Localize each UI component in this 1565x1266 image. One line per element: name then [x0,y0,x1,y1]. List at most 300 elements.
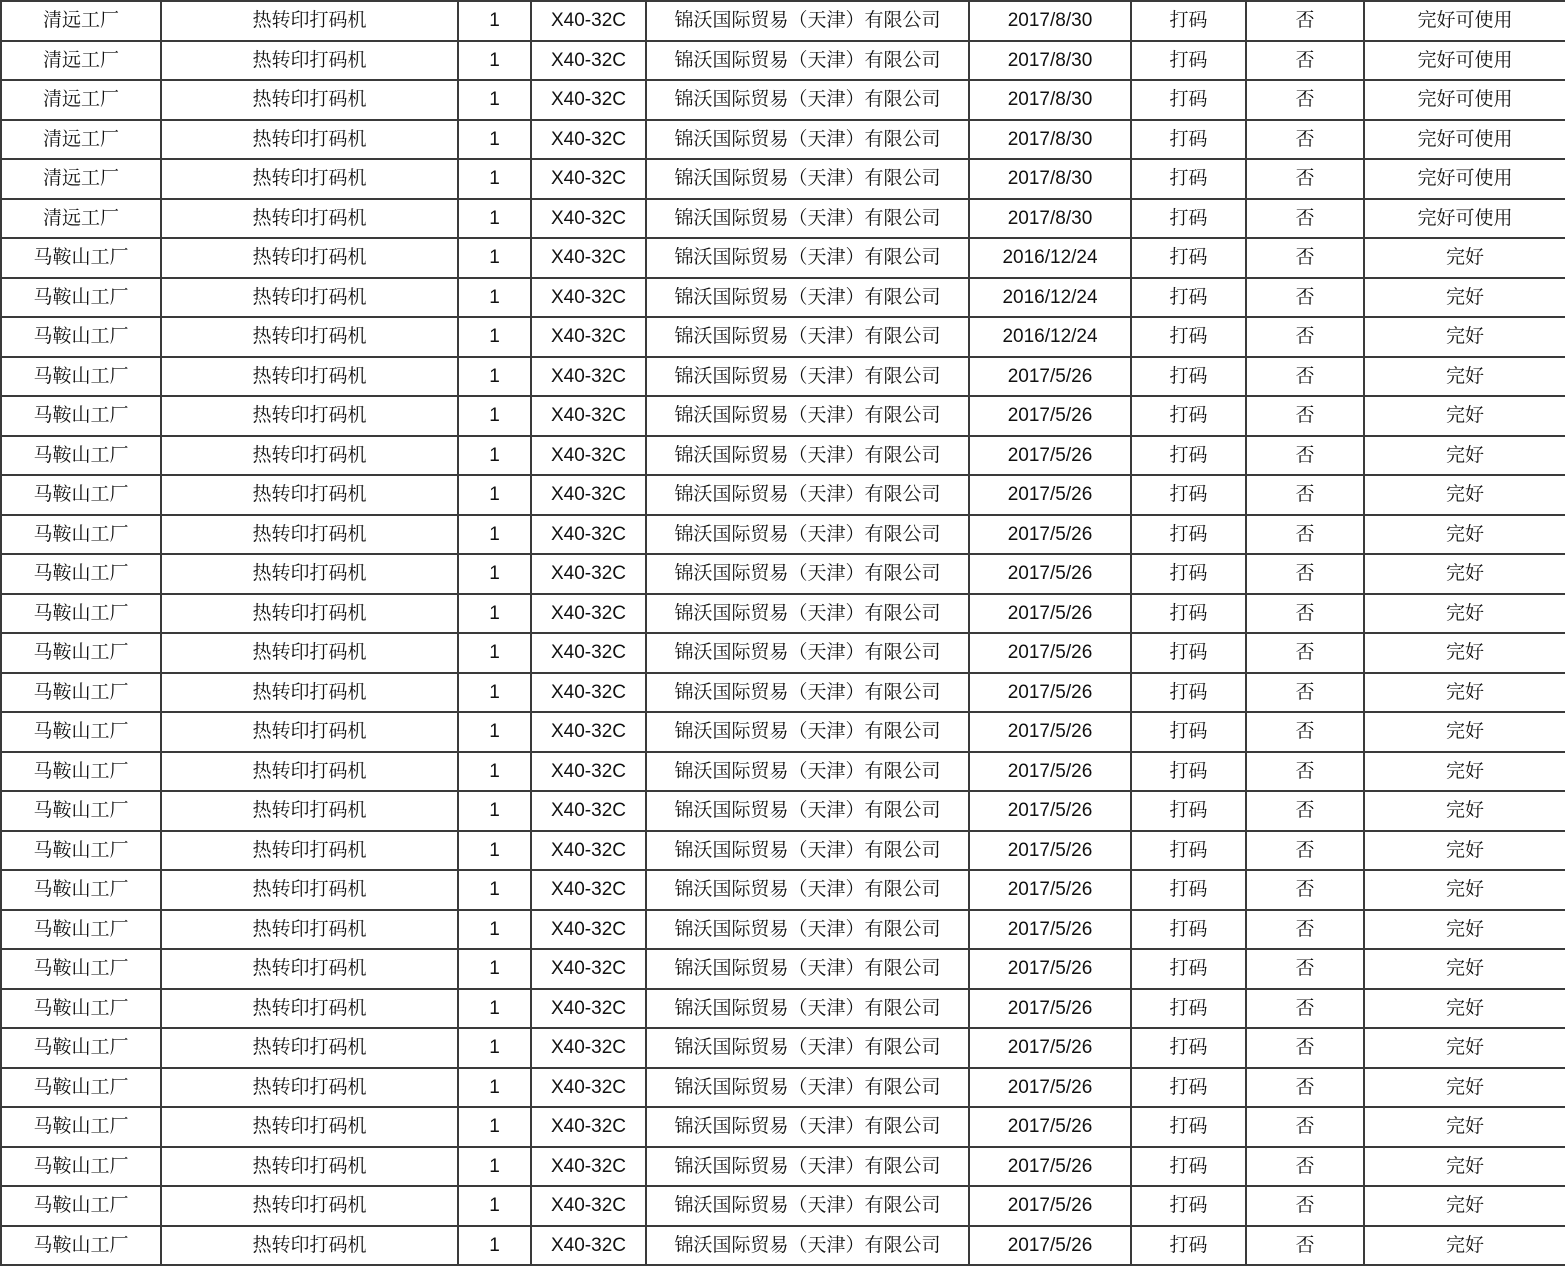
cell-model[interactable]: X40-32C [531,633,646,673]
cell-factory[interactable]: 马鞍山工厂 [1,594,161,634]
cell-supplier[interactable]: 锦沃国际贸易（天津）有限公司 [646,120,969,160]
cell-function[interactable]: 打码 [1131,515,1246,555]
cell-factory[interactable]: 清远工厂 [1,159,161,199]
cell-purchase-date[interactable]: 2017/8/30 [969,120,1131,160]
cell-quantity[interactable]: 1 [458,199,531,239]
cell-quantity[interactable]: 1 [458,554,531,594]
cell-function[interactable]: 打码 [1131,238,1246,278]
cell-equipment-name[interactable]: 热转印打码机 [161,396,458,436]
cell-model[interactable]: X40-32C [531,80,646,120]
cell-flag[interactable]: 否 [1246,436,1364,476]
cell-supplier[interactable]: 锦沃国际贸易（天津）有限公司 [646,396,969,436]
cell-model[interactable]: X40-32C [531,1147,646,1187]
cell-equipment-name[interactable]: 热转印打码机 [161,752,458,792]
cell-factory[interactable]: 马鞍山工厂 [1,712,161,752]
cell-quantity[interactable]: 1 [458,80,531,120]
cell-flag[interactable]: 否 [1246,791,1364,831]
cell-condition[interactable]: 完好 [1364,752,1565,792]
cell-factory[interactable]: 马鞍山工厂 [1,831,161,871]
cell-supplier[interactable]: 锦沃国际贸易（天津）有限公司 [646,791,969,831]
cell-flag[interactable]: 否 [1246,41,1364,81]
cell-supplier[interactable]: 锦沃国际贸易（天津）有限公司 [646,199,969,239]
cell-function[interactable]: 打码 [1131,673,1246,713]
cell-purchase-date[interactable]: 2017/5/26 [969,594,1131,634]
cell-purchase-date[interactable]: 2017/5/26 [969,515,1131,555]
cell-purchase-date[interactable]: 2016/12/24 [969,317,1131,357]
cell-flag[interactable]: 否 [1246,475,1364,515]
cell-quantity[interactable]: 1 [458,515,531,555]
cell-purchase-date[interactable]: 2017/5/26 [969,673,1131,713]
cell-purchase-date[interactable]: 2017/5/26 [969,791,1131,831]
cell-flag[interactable]: 否 [1246,199,1364,239]
cell-factory[interactable]: 马鞍山工厂 [1,673,161,713]
cell-model[interactable]: X40-32C [531,396,646,436]
cell-model[interactable]: X40-32C [531,989,646,1029]
cell-supplier[interactable]: 锦沃国际贸易（天津）有限公司 [646,910,969,950]
cell-factory[interactable]: 马鞍山工厂 [1,436,161,476]
cell-condition[interactable]: 完好 [1364,791,1565,831]
cell-function[interactable]: 打码 [1131,120,1246,160]
cell-quantity[interactable]: 1 [458,396,531,436]
cell-flag[interactable]: 否 [1246,278,1364,318]
cell-condition[interactable]: 完好 [1364,554,1565,594]
cell-purchase-date[interactable]: 2017/5/26 [969,1226,1131,1266]
cell-function[interactable]: 打码 [1131,1226,1246,1266]
cell-supplier[interactable]: 锦沃国际贸易（天津）有限公司 [646,1028,969,1068]
cell-equipment-name[interactable]: 热转印打码机 [161,554,458,594]
cell-factory[interactable]: 马鞍山工厂 [1,317,161,357]
cell-flag[interactable]: 否 [1246,594,1364,634]
cell-function[interactable]: 打码 [1131,159,1246,199]
cell-supplier[interactable]: 锦沃国际贸易（天津）有限公司 [646,159,969,199]
cell-factory[interactable]: 马鞍山工厂 [1,554,161,594]
cell-model[interactable]: X40-32C [531,238,646,278]
cell-flag[interactable]: 否 [1246,1,1364,41]
cell-equipment-name[interactable]: 热转印打码机 [161,673,458,713]
cell-factory[interactable]: 马鞍山工厂 [1,1147,161,1187]
cell-quantity[interactable]: 1 [458,949,531,989]
cell-condition[interactable]: 完好 [1364,712,1565,752]
cell-factory[interactable]: 马鞍山工厂 [1,633,161,673]
cell-supplier[interactable]: 锦沃国际贸易（天津）有限公司 [646,673,969,713]
cell-equipment-name[interactable]: 热转印打码机 [161,317,458,357]
cell-model[interactable]: X40-32C [531,870,646,910]
cell-equipment-name[interactable]: 热转印打码机 [161,278,458,318]
table-row [1,831,1565,871]
cell-flag[interactable]: 否 [1246,831,1364,871]
cell-purchase-date[interactable]: 2017/5/26 [969,1186,1131,1226]
cell-factory[interactable]: 马鞍山工厂 [1,1186,161,1226]
cell-function[interactable]: 打码 [1131,1068,1246,1108]
cell-flag[interactable]: 否 [1246,1147,1364,1187]
cell-factory[interactable]: 马鞍山工厂 [1,752,161,792]
cell-equipment-name[interactable]: 热转印打码机 [161,199,458,239]
cell-supplier[interactable]: 锦沃国际贸易（天津）有限公司 [646,1,969,41]
cell-condition[interactable]: 完好可使用 [1364,41,1565,81]
table-row [1,357,1565,397]
cell-quantity[interactable]: 1 [458,278,531,318]
cell-factory[interactable]: 马鞍山工厂 [1,989,161,1029]
cell-flag[interactable]: 否 [1246,1107,1364,1147]
cell-purchase-date[interactable]: 2017/5/26 [969,870,1131,910]
cell-factory[interactable]: 清远工厂 [1,199,161,239]
cell-quantity[interactable]: 1 [458,673,531,713]
cell-purchase-date[interactable]: 2017/5/26 [969,1028,1131,1068]
cell-supplier[interactable]: 锦沃国际贸易（天津）有限公司 [646,989,969,1029]
cell-equipment-name[interactable]: 热转印打码机 [161,436,458,476]
table-row [1,1068,1565,1108]
cell-function[interactable]: 打码 [1131,910,1246,950]
cell-quantity[interactable]: 1 [458,1028,531,1068]
table-row [1,396,1565,436]
cell-function[interactable]: 打码 [1131,1,1246,41]
cell-model[interactable]: X40-32C [531,1,646,41]
cell-model[interactable]: X40-32C [531,120,646,160]
cell-supplier[interactable]: 锦沃国际贸易（天津）有限公司 [646,554,969,594]
cell-equipment-name[interactable]: 热转印打码机 [161,238,458,278]
cell-quantity[interactable]: 1 [458,752,531,792]
cell-model[interactable]: X40-32C [531,1186,646,1226]
cell-purchase-date[interactable]: 2017/5/26 [969,989,1131,1029]
cell-flag[interactable]: 否 [1246,712,1364,752]
cell-equipment-name[interactable]: 热转印打码机 [161,159,458,199]
cell-function[interactable]: 打码 [1131,199,1246,239]
cell-model[interactable]: X40-32C [531,199,646,239]
cell-model[interactable]: X40-32C [531,673,646,713]
cell-purchase-date[interactable]: 2017/5/26 [969,712,1131,752]
cell-condition[interactable]: 完好 [1364,989,1565,1029]
cell-flag[interactable]: 否 [1246,870,1364,910]
cell-condition[interactable]: 完好 [1364,238,1565,278]
cell-flag[interactable]: 否 [1246,80,1364,120]
cell-condition[interactable]: 完好可使用 [1364,120,1565,160]
cell-equipment-name[interactable]: 热转印打码机 [161,712,458,752]
cell-equipment-name[interactable]: 热转印打码机 [161,910,458,950]
cell-purchase-date[interactable]: 2017/8/30 [969,159,1131,199]
cell-model[interactable]: X40-32C [531,515,646,555]
cell-factory[interactable]: 马鞍山工厂 [1,870,161,910]
cell-condition[interactable]: 完好 [1364,1226,1565,1266]
cell-quantity[interactable]: 1 [458,357,531,397]
cell-function[interactable]: 打码 [1131,712,1246,752]
cell-supplier[interactable]: 锦沃国际贸易（天津）有限公司 [646,1068,969,1108]
cell-condition[interactable]: 完好 [1364,673,1565,713]
cell-model[interactable]: X40-32C [531,357,646,397]
cell-condition[interactable]: 完好 [1364,1147,1565,1187]
cell-condition[interactable]: 完好 [1364,910,1565,950]
cell-condition[interactable]: 完好 [1364,278,1565,318]
cell-flag[interactable]: 否 [1246,1226,1364,1266]
cell-factory[interactable]: 马鞍山工厂 [1,949,161,989]
cell-factory[interactable]: 马鞍山工厂 [1,357,161,397]
cell-model[interactable]: X40-32C [531,159,646,199]
cell-equipment-name[interactable]: 热转印打码机 [161,594,458,634]
cell-equipment-name[interactable]: 热转印打码机 [161,1147,458,1187]
cell-equipment-name[interactable]: 热转印打码机 [161,1,458,41]
cell-purchase-date[interactable]: 2017/5/26 [969,1107,1131,1147]
cell-supplier[interactable]: 锦沃国际贸易（天津）有限公司 [646,357,969,397]
cell-purchase-date[interactable]: 2017/5/26 [969,475,1131,515]
cell-quantity[interactable]: 1 [458,1226,531,1266]
cell-quantity[interactable]: 1 [458,120,531,160]
cell-model[interactable]: X40-32C [531,752,646,792]
cell-model[interactable]: X40-32C [531,317,646,357]
cell-flag[interactable]: 否 [1246,1186,1364,1226]
cell-equipment-name[interactable]: 热转印打码机 [161,120,458,160]
cell-purchase-date[interactable]: 2017/5/26 [969,554,1131,594]
cell-model[interactable]: X40-32C [531,475,646,515]
cell-quantity[interactable]: 1 [458,989,531,1029]
cell-flag[interactable]: 否 [1246,752,1364,792]
cell-equipment-name[interactable]: 热转印打码机 [161,475,458,515]
cell-supplier[interactable]: 锦沃国际贸易（天津）有限公司 [646,1107,969,1147]
cell-model[interactable]: X40-32C [531,831,646,871]
cell-model[interactable]: X40-32C [531,1226,646,1266]
cell-purchase-date[interactable]: 2017/5/26 [969,752,1131,792]
cell-condition[interactable]: 完好可使用 [1364,159,1565,199]
cell-factory[interactable]: 马鞍山工厂 [1,910,161,950]
cell-function[interactable]: 打码 [1131,554,1246,594]
cell-supplier[interactable]: 锦沃国际贸易（天津）有限公司 [646,594,969,634]
cell-supplier[interactable]: 锦沃国际贸易（天津）有限公司 [646,1147,969,1187]
cell-function[interactable]: 打码 [1131,594,1246,634]
cell-function[interactable]: 打码 [1131,436,1246,476]
cell-flag[interactable]: 否 [1246,633,1364,673]
cell-flag[interactable]: 否 [1246,357,1364,397]
cell-supplier[interactable]: 锦沃国际贸易（天津）有限公司 [646,831,969,871]
cell-condition[interactable]: 完好 [1364,1068,1565,1108]
cell-supplier[interactable]: 锦沃国际贸易（天津）有限公司 [646,752,969,792]
cell-equipment-name[interactable]: 热转印打码机 [161,1068,458,1108]
cell-flag[interactable]: 否 [1246,1028,1364,1068]
cell-factory[interactable]: 马鞍山工厂 [1,238,161,278]
cell-flag[interactable]: 否 [1246,554,1364,594]
table-row [1,712,1565,752]
cell-quantity[interactable]: 1 [458,475,531,515]
cell-function[interactable]: 打码 [1131,870,1246,910]
cell-condition[interactable]: 完好 [1364,317,1565,357]
cell-quantity[interactable]: 1 [458,1068,531,1108]
cell-model[interactable]: X40-32C [531,278,646,318]
cell-quantity[interactable]: 1 [458,1,531,41]
cell-factory[interactable]: 清远工厂 [1,1,161,41]
cell-quantity[interactable]: 1 [458,870,531,910]
cell-flag[interactable]: 否 [1246,159,1364,199]
cell-flag[interactable]: 否 [1246,515,1364,555]
cell-factory[interactable]: 清远工厂 [1,80,161,120]
cell-supplier[interactable]: 锦沃国际贸易（天津）有限公司 [646,870,969,910]
cell-quantity[interactable]: 1 [458,159,531,199]
cell-quantity[interactable]: 1 [458,1186,531,1226]
table-row [1,791,1565,831]
cell-equipment-name[interactable]: 热转印打码机 [161,515,458,555]
cell-condition[interactable]: 完好 [1364,949,1565,989]
cell-condition[interactable]: 完好 [1364,1028,1565,1068]
cell-model[interactable]: X40-32C [531,554,646,594]
cell-quantity[interactable]: 1 [458,1107,531,1147]
cell-factory[interactable]: 马鞍山工厂 [1,1226,161,1266]
cell-condition[interactable]: 完好 [1364,633,1565,673]
cell-supplier[interactable]: 锦沃国际贸易（天津）有限公司 [646,80,969,120]
cell-equipment-name[interactable]: 热转印打码机 [161,80,458,120]
cell-function[interactable]: 打码 [1131,949,1246,989]
cell-purchase-date[interactable]: 2017/5/26 [969,1068,1131,1108]
cell-function[interactable]: 打码 [1131,1147,1246,1187]
cell-function[interactable]: 打码 [1131,396,1246,436]
cell-condition[interactable]: 完好 [1364,870,1565,910]
cell-supplier[interactable]: 锦沃国际贸易（天津）有限公司 [646,238,969,278]
cell-supplier[interactable]: 锦沃国际贸易（天津）有限公司 [646,317,969,357]
cell-function[interactable]: 打码 [1131,317,1246,357]
cell-function[interactable]: 打码 [1131,357,1246,397]
cell-condition[interactable]: 完好 [1364,594,1565,634]
cell-purchase-date[interactable]: 2017/5/26 [969,910,1131,950]
cell-supplier[interactable]: 锦沃国际贸易（天津）有限公司 [646,1186,969,1226]
cell-model[interactable]: X40-32C [531,594,646,634]
cell-condition[interactable]: 完好 [1364,357,1565,397]
cell-supplier[interactable]: 锦沃国际贸易（天津）有限公司 [646,278,969,318]
cell-model[interactable]: X40-32C [531,1028,646,1068]
cell-supplier[interactable]: 锦沃国际贸易（天津）有限公司 [646,712,969,752]
cell-factory[interactable]: 清远工厂 [1,120,161,160]
cell-equipment-name[interactable]: 热转印打码机 [161,1107,458,1147]
cell-purchase-date[interactable]: 2017/5/26 [969,831,1131,871]
cell-condition[interactable]: 完好 [1364,1186,1565,1226]
cell-purchase-date[interactable]: 2017/5/26 [969,633,1131,673]
cell-function[interactable]: 打码 [1131,1107,1246,1147]
cell-equipment-name[interactable]: 热转印打码机 [161,633,458,673]
cell-quantity[interactable]: 1 [458,831,531,871]
cell-function[interactable]: 打码 [1131,633,1246,673]
cell-flag[interactable]: 否 [1246,910,1364,950]
cell-purchase-date[interactable]: 2017/5/26 [969,949,1131,989]
cell-equipment-name[interactable]: 热转印打码机 [161,1028,458,1068]
cell-equipment-name[interactable]: 热转印打码机 [161,1226,458,1266]
cell-factory[interactable]: 马鞍山工厂 [1,1107,161,1147]
cell-factory[interactable]: 马鞍山工厂 [1,791,161,831]
cell-flag[interactable]: 否 [1246,1068,1364,1108]
cell-purchase-date[interactable]: 2017/5/26 [969,396,1131,436]
cell-quantity[interactable]: 1 [458,41,531,81]
table-row [1,436,1565,476]
cell-purchase-date[interactable]: 2017/8/30 [969,41,1131,81]
cell-function[interactable]: 打码 [1131,831,1246,871]
cell-function[interactable]: 打码 [1131,41,1246,81]
table-row [1,554,1565,594]
cell-quantity[interactable]: 1 [458,910,531,950]
cell-function[interactable]: 打码 [1131,1186,1246,1226]
cell-condition[interactable]: 完好 [1364,831,1565,871]
cell-equipment-name[interactable]: 热转印打码机 [161,989,458,1029]
cell-model[interactable]: X40-32C [531,712,646,752]
cell-model[interactable]: X40-32C [531,949,646,989]
table-row [1,633,1565,673]
cell-equipment-name[interactable]: 热转印打码机 [161,1186,458,1226]
cell-function[interactable]: 打码 [1131,278,1246,318]
cell-supplier[interactable]: 锦沃国际贸易（天津）有限公司 [646,949,969,989]
cell-condition[interactable]: 完好可使用 [1364,1,1565,41]
cell-factory[interactable]: 马鞍山工厂 [1,1068,161,1108]
cell-purchase-date[interactable]: 2017/5/26 [969,1147,1131,1187]
cell-quantity[interactable]: 1 [458,594,531,634]
cell-factory[interactable]: 马鞍山工厂 [1,278,161,318]
cell-condition[interactable]: 完好 [1364,515,1565,555]
cell-function[interactable]: 打码 [1131,475,1246,515]
cell-purchase-date[interactable]: 2017/5/26 [969,436,1131,476]
cell-equipment-name[interactable]: 热转印打码机 [161,870,458,910]
cell-function[interactable]: 打码 [1131,80,1246,120]
cell-quantity[interactable]: 1 [458,791,531,831]
cell-purchase-date[interactable]: 2016/12/24 [969,238,1131,278]
cell-condition[interactable]: 完好 [1364,475,1565,515]
cell-model[interactable]: X40-32C [531,1068,646,1108]
cell-supplier[interactable]: 锦沃国际贸易（天津）有限公司 [646,633,969,673]
cell-function[interactable]: 打码 [1131,791,1246,831]
cell-supplier[interactable]: 锦沃国际贸易（天津）有限公司 [646,1226,969,1266]
cell-function[interactable]: 打码 [1131,989,1246,1029]
cell-factory[interactable]: 马鞍山工厂 [1,396,161,436]
table-row [1,1028,1565,1068]
cell-condition[interactable]: 完好可使用 [1364,199,1565,239]
cell-factory[interactable]: 马鞍山工厂 [1,515,161,555]
cell-equipment-name[interactable]: 热转印打码机 [161,357,458,397]
cell-flag[interactable]: 否 [1246,989,1364,1029]
table-row [1,594,1565,634]
cell-quantity[interactable]: 1 [458,238,531,278]
cell-flag[interactable]: 否 [1246,120,1364,160]
cell-equipment-name[interactable]: 热转印打码机 [161,831,458,871]
cell-quantity[interactable]: 1 [458,633,531,673]
cell-supplier[interactable]: 锦沃国际贸易（天津）有限公司 [646,436,969,476]
cell-supplier[interactable]: 锦沃国际贸易（天津）有限公司 [646,41,969,81]
cell-condition[interactable]: 完好可使用 [1364,80,1565,120]
cell-purchase-date[interactable]: 2016/12/24 [969,278,1131,318]
cell-flag[interactable]: 否 [1246,396,1364,436]
cell-function[interactable]: 打码 [1131,1028,1246,1068]
cell-quantity[interactable]: 1 [458,436,531,476]
cell-function[interactable]: 打码 [1131,752,1246,792]
cell-flag[interactable]: 否 [1246,673,1364,713]
cell-factory[interactable]: 马鞍山工厂 [1,1028,161,1068]
cell-condition[interactable]: 完好 [1364,436,1565,476]
cell-model[interactable]: X40-32C [531,41,646,81]
cell-quantity[interactable]: 1 [458,1147,531,1187]
cell-purchase-date[interactable]: 2017/8/30 [969,199,1131,239]
cell-purchase-date[interactable]: 2017/8/30 [969,80,1131,120]
cell-flag[interactable]: 否 [1246,317,1364,357]
cell-supplier[interactable]: 锦沃国际贸易（天津）有限公司 [646,475,969,515]
cell-flag[interactable]: 否 [1246,949,1364,989]
cell-equipment-name[interactable]: 热转印打码机 [161,791,458,831]
cell-purchase-date[interactable]: 2017/8/30 [969,1,1131,41]
cell-quantity[interactable]: 1 [458,317,531,357]
cell-quantity[interactable]: 1 [458,712,531,752]
cell-condition[interactable]: 完好 [1364,396,1565,436]
cell-model[interactable]: X40-32C [531,910,646,950]
cell-equipment-name[interactable]: 热转印打码机 [161,41,458,81]
cell-condition[interactable]: 完好 [1364,1107,1565,1147]
cell-equipment-name[interactable]: 热转印打码机 [161,949,458,989]
cell-model[interactable]: X40-32C [531,436,646,476]
cell-model[interactable]: X40-32C [531,791,646,831]
table-row [1,1186,1565,1226]
cell-supplier[interactable]: 锦沃国际贸易（天津）有限公司 [646,515,969,555]
cell-flag[interactable]: 否 [1246,238,1364,278]
cell-factory[interactable]: 清远工厂 [1,41,161,81]
cell-model[interactable]: X40-32C [531,1107,646,1147]
cell-purchase-date[interactable]: 2017/5/26 [969,357,1131,397]
cell-factory[interactable]: 马鞍山工厂 [1,475,161,515]
